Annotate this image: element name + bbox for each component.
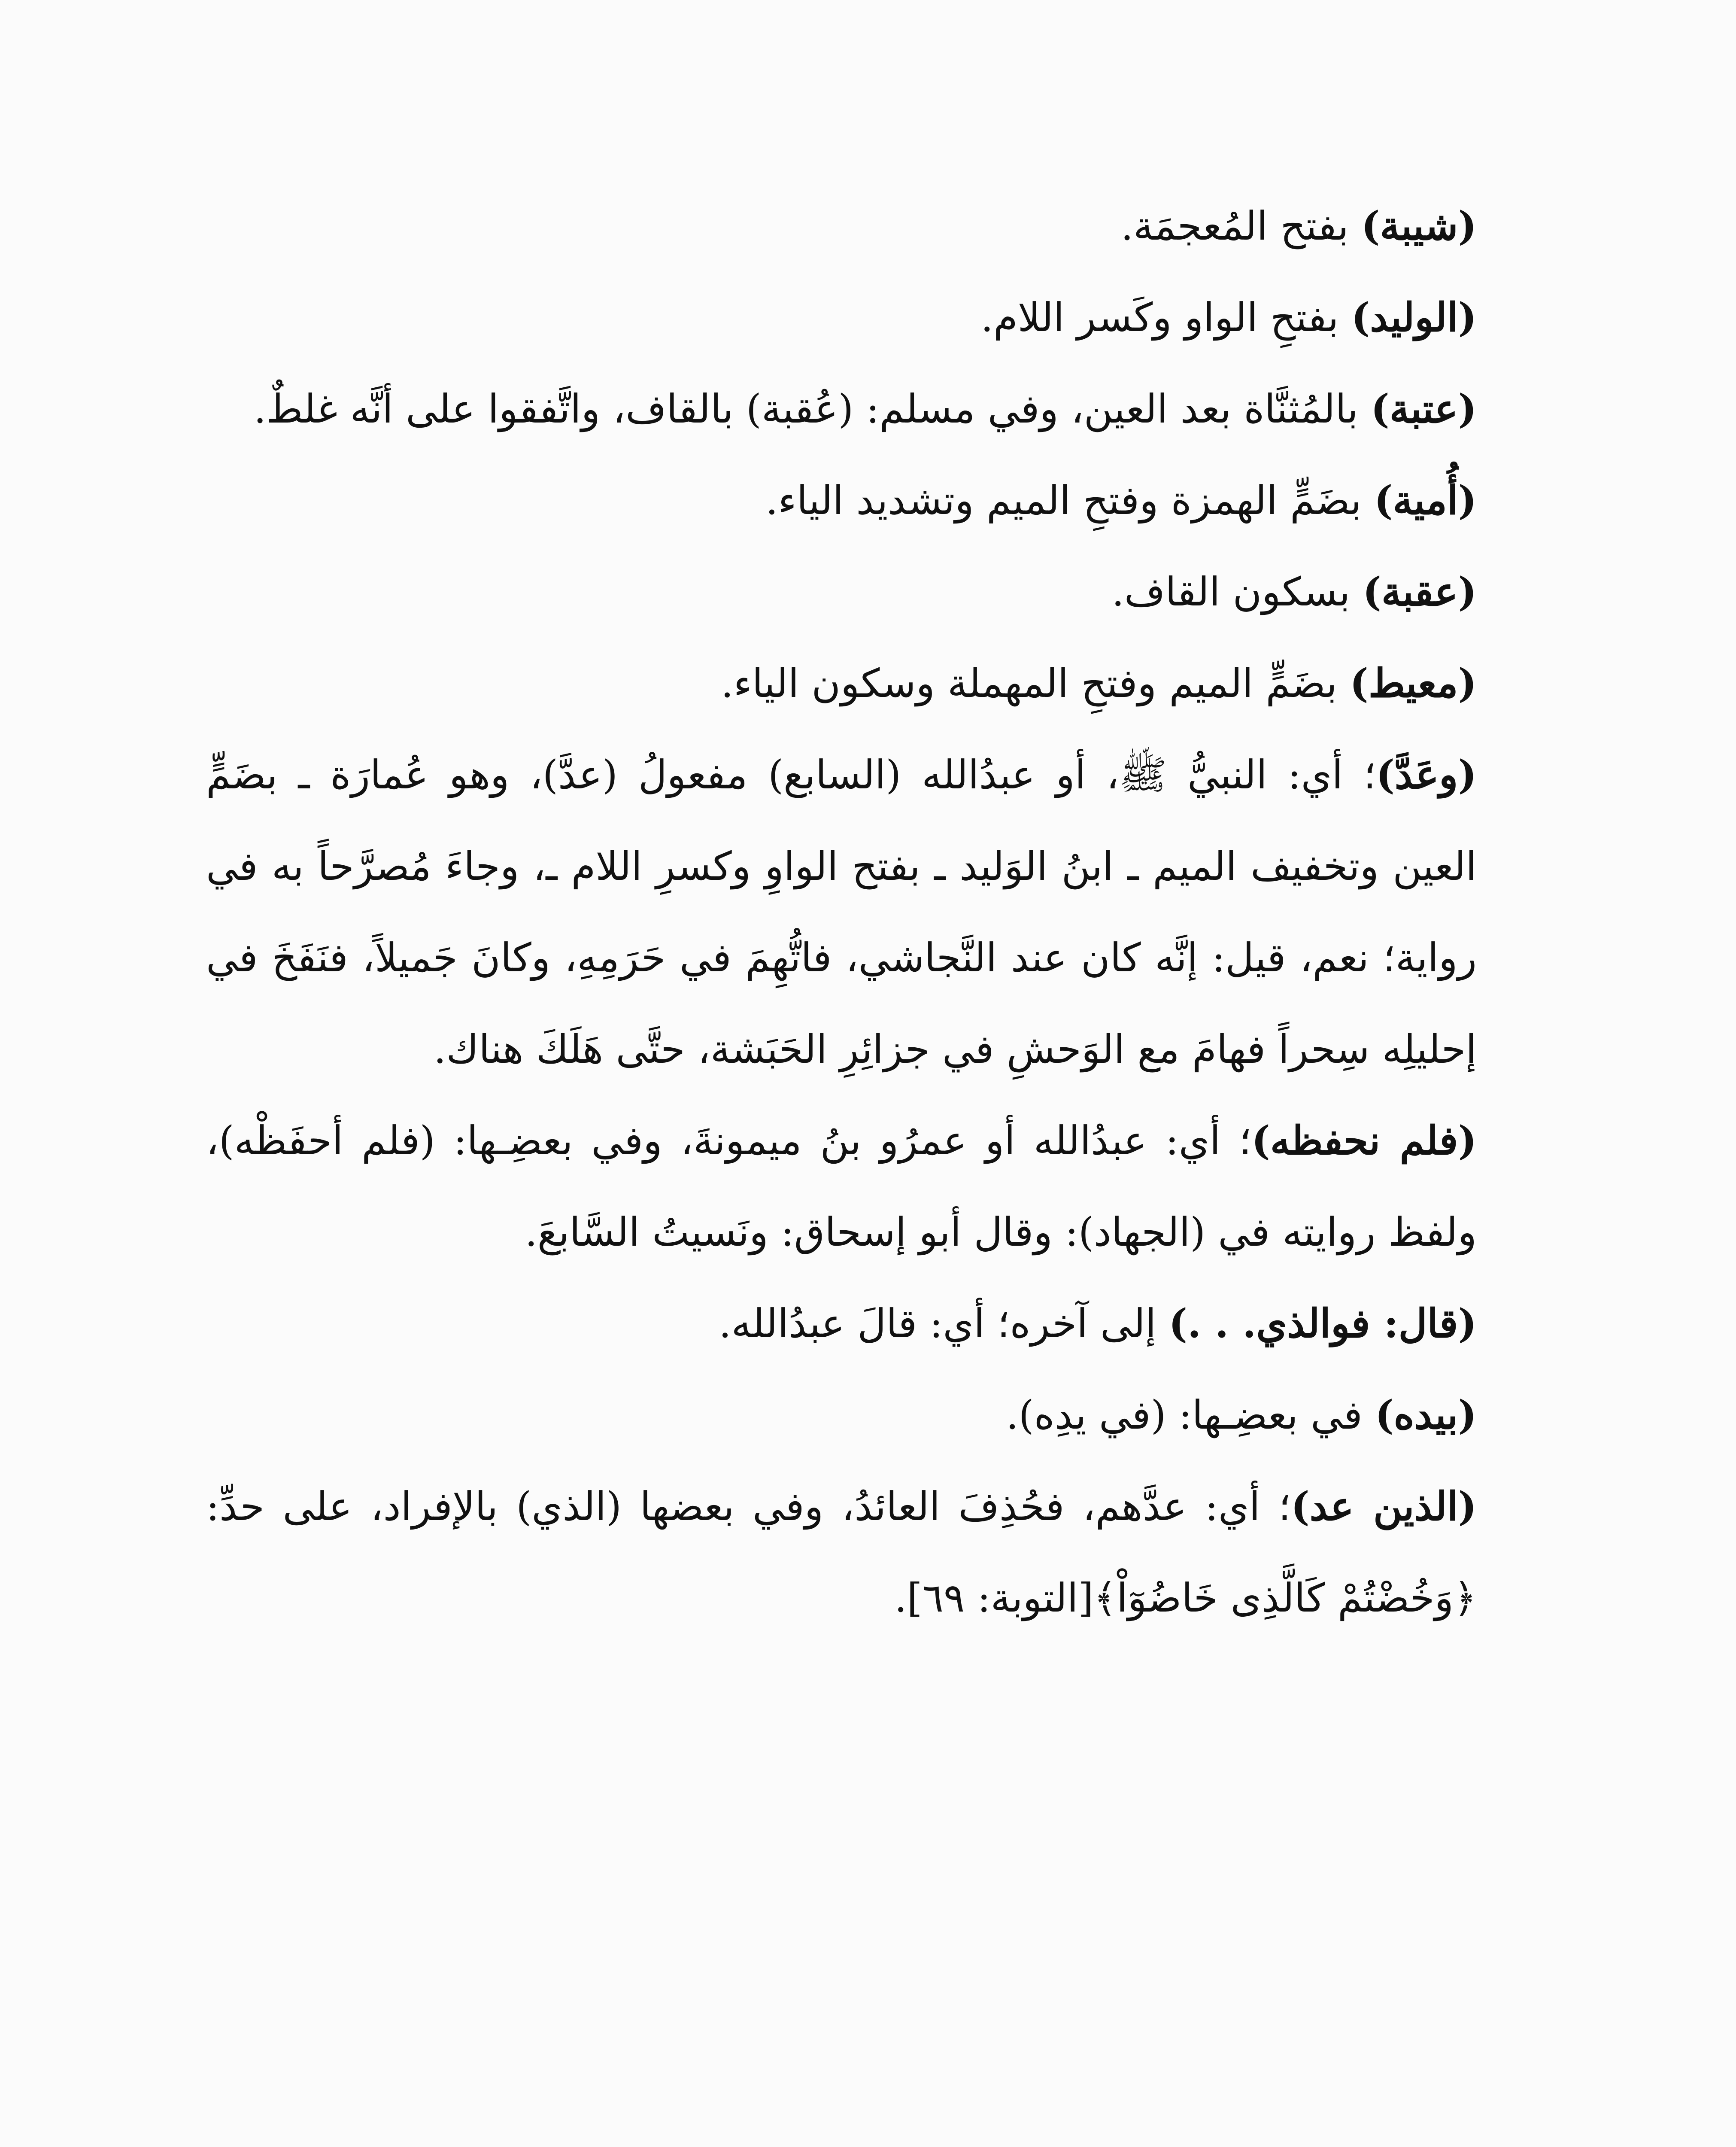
term-wa-adda: (وعَدَّ) [1376, 751, 1477, 798]
term-muayt: (معيط) [1350, 660, 1477, 706]
paragraph-shaybah [206, 180, 1477, 272]
paragraph-alladhina-adda [206, 1461, 1477, 1644]
explanation-umayyah: بضَمٍّ الهمزة وفتحِ الميم وتشديد الياء. [765, 477, 1375, 523]
explanation-utbah: بالمُثنَّاة بعد العين، وفي مسلم: (عُقبة) بالقاف، واتَّفقوا على أنَّه غلطٌ. [253, 386, 1371, 432]
term-umayyah: (أُمية) [1374, 477, 1477, 523]
paragraph-biyadihi [206, 1369, 1477, 1461]
explanation-muayt: بضَمٍّ الميم وفتحِ المهملة وسكون الياء. [721, 660, 1350, 706]
explanation-falam-nahfazhu: ؛ أي: عبدُالله أو عمرُو بنُ ميمونةَ، وفي بعضِـها: (فلم أحفَظْه)، ولفظ روايته في (الجهاد): وقال أبو إسحاق: ونَسيتُ السَّابعَ. [206, 1118, 1477, 1255]
explanation-biyadihi: في بعضِـها: (في يدِه). [1006, 1392, 1375, 1438]
term-biyadihi: (بيده) [1375, 1392, 1477, 1438]
paragraph-falam-nahfazhu [206, 1095, 1477, 1278]
term-qala: (قال: فوالذي. . .) [1168, 1300, 1477, 1347]
paragraph-muayt [206, 638, 1477, 729]
term-walid: (الوليد) [1351, 294, 1477, 341]
explanation-uqbah: بسكون القاف. [1111, 569, 1363, 615]
explanation-wa-adda: ؛ أي: النبيُّ ﷺ، أو عبدُالله (السابع) مفعولُ (عدَّ)، وهو عُمارَة ـ بضَمٍّ العين وتخفيف الميم ـ ابنُ الوَليد ـ بفتح الواوِ وكسرِ اللام ـ، وجاءَ مُصرَّحاً به في رواية؛ نعم، قيل: إنَّه كان عند النَّجاشي، فاتُّهِمَ في حَرَمِهِ، وكانَ جَميلاً، فنَفَخَ في إحليلِه سِحراً فهامَ مع الوَحشِ في جزائِرِ الحَبَشة، حتَّى هَلَكَ هناك. [206, 752, 1477, 1072]
commentary-text [206, 180, 1477, 1644]
explanation-alladhina-adda: ؛ أي: عدَّهم، فحُذِفَ العائدُ، وفي بعضها (الذي) بالإفراد، على حدِّ: ﴿وَخُضْتُمْ كَالَّذِى خَاضُوٓاْ﴾[التوبة: ٦٩]. [206, 1484, 1477, 1621]
paragraph-wa-adda [206, 729, 1477, 1095]
paragraph-umayyah [206, 455, 1477, 546]
term-alladhina-adda: (الذين عد) [1291, 1483, 1477, 1530]
paragraph-uqbah [206, 546, 1477, 638]
paragraph-utbah [206, 363, 1477, 455]
term-falam-nahfazhu: (فلم نحفظه) [1251, 1117, 1477, 1164]
explanation-shaybah: بفتح المُعجمَة. [1120, 203, 1361, 249]
paragraph-walid [206, 272, 1477, 363]
term-uqbah: (عقبة) [1363, 569, 1477, 615]
term-utbah: (عتبة) [1371, 386, 1477, 432]
term-shaybah: (شيبة) [1361, 203, 1477, 249]
explanation-walid: بفتحِ الواو وكَسر اللام. [980, 295, 1351, 341]
explanation-qala: إلى آخره؛ أي: قالَ عبدُالله. [719, 1301, 1169, 1347]
paragraph-qala [206, 1278, 1477, 1369]
